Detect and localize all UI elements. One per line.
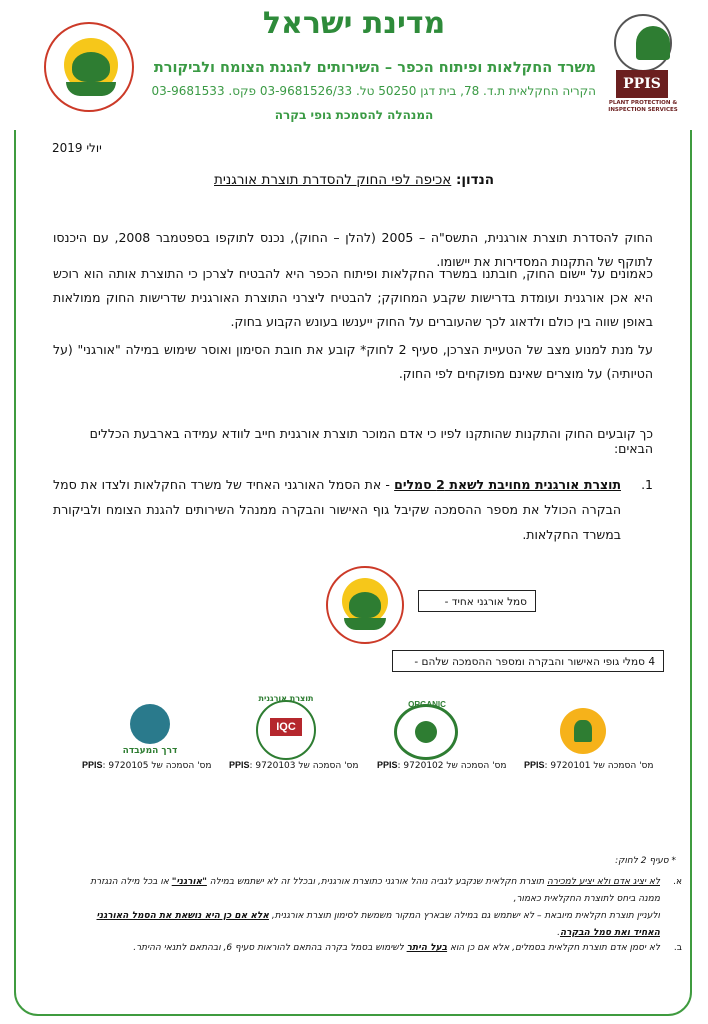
footnote-a-bold: אלא אם כן היא נושאת את הסמל האורגני האחיד ואת סמל הבקרה	[96, 911, 660, 938]
cert-number-3: מס' הסמכה של PPIS: 9720103	[229, 760, 359, 771]
footnote-a-line2: ולעניין תוצרת חקלאית מיובאת – לא ישתמש גם במילה שבארץ המקור משמשת לסימון תוצרת אורגנית,	[271, 911, 660, 921]
iqc-text: IQC	[270, 718, 302, 736]
cert-number-1: מס' הסמכה של PPIS: 9720101	[524, 760, 654, 771]
iqc-title: תוצרת אורגנית	[258, 694, 314, 703]
agrior-organic-icon	[388, 700, 466, 766]
footnote-heading: * סעיף 2 לחוק:	[615, 856, 676, 866]
list-item-text: - את הסמל האורגני האחיד של משרד החקלאות ולצדו את סמל הבקרה הכולל את מספר ההסמכה שקיבל גוף האישור והבקרה ממנהל השירותים להגנת הצומח ולביקורת במשרד החקלאות.	[53, 477, 621, 542]
footnote-a-mark: א.	[673, 877, 682, 887]
page-title: מדינת ישראל	[262, 6, 446, 41]
derech-hamaase-icon	[112, 700, 190, 766]
cert-number-2: מס' הסמכה של PPIS: 9720102	[377, 760, 507, 771]
list-item	[53, 472, 653, 547]
ppis-logo-caption: PLANT PROTECTION & INSPECTION SERVICES	[608, 100, 678, 113]
list-item-number: 1.	[641, 477, 653, 492]
footnote-b	[80, 940, 682, 957]
derech-text: דרך המעבדה	[122, 746, 178, 756]
ground-shape	[66, 82, 116, 96]
paragraph-3: על מנת למנוע מצב של הטעיית הצרכן, סעיף 2 לחוק* קובע את חובת הסימון ואוסר שימוש במילה "אורגני" (על הטיותיה) על מוצרים שאינם מפוקחים לפי החוק.	[53, 342, 653, 381]
letter-subject: הנדון: אכיפה לפי החוק להסדרת תוצרת אורגנית	[214, 172, 494, 188]
footnote-b-mark: ב.	[673, 943, 682, 953]
iqc-badge-icon	[246, 694, 324, 766]
paragraph-1: החוק להסדרת תוצרת אורגנית, התשס"ה – 2005 (להלן – החוק), נכנס לתוקפו בספטמבר 2008, עם היכנסו לתוקף של התקנות המסדירות את יישומו.	[53, 230, 653, 269]
unified-symbol-label: סמל אורגני אחיד -	[418, 590, 536, 612]
footnote-a-word: "אורגני"	[171, 877, 207, 887]
paragraph-2: כאמונים על יישום החוק, חובתנו במשרד החקלאות ופיתוח הכפר היא להבטיח לצרכן כי התוצרת אותה הוא רוכש היא אכן אורגנית ועומדת בדרישות שקבע המחוקק; להבטיח ליצרני התוצרת האורגנית שדרישות החוק ממולאות באופן שווה בין כולם ולדאוג לכך שהעוברים על החוק ייענשו בעונש הקבוע בחוק.	[53, 266, 653, 329]
footnote-b-part1: לא יסמן אדם תוצרת חקלאית בסמלים, אלא אם כן הוא	[449, 943, 660, 953]
ppis-logo-text: PPIS	[616, 70, 668, 98]
address-line: הקריה החקלאית ת.ד. 78, בית דגן 50250 טל. 03-9681526/33 פקס. 03-9681533	[151, 84, 596, 98]
footnote-a-part3: או בכל מילה הנגזרת ממנה ביחס לתוצרת החקלאית כאמור,	[90, 877, 660, 904]
bodies-symbol-label: 4 סמלי גופי האישור והבקרה ומספר ההסמכה שלהם -	[392, 650, 664, 672]
division-name: המנהלה להסמכת גופי בקרה	[274, 108, 434, 122]
ground-shape	[344, 618, 386, 630]
list-item-highlight: תוצרת אורגנית מחויבת לשאת 2 סמלים	[394, 477, 621, 492]
cert-number-4: מס' הסמכה של PPIS: 9720105	[82, 760, 212, 771]
footnote-a-part2: תוצרת חקלאית שנקבע לגביה נוהל אורגני כתוצרת אורגנית, ובכלל זה לא ישתמש במילה	[209, 877, 545, 887]
footnote-b-part2: לשימוש בסמל בקרה בהתאם להוראות סעיף 6, ובהתאם לתנאי ההיתר.	[133, 943, 404, 953]
tree-icon	[349, 592, 381, 618]
paragraph-4: כך קובעים החוק והתקנות שהותקנו לפיו כי אדם המוכר תוצרת אורגנית חייב לוודא עמידה בארבעת הכללים הבאים:	[89, 426, 653, 456]
sun-tree-badge-icon	[548, 700, 626, 766]
agrior-text: ORGANIC	[408, 700, 446, 709]
footnote-a-part1: לא יציג אדם ולא יציע למכירה	[547, 877, 660, 887]
footnote-a: א. לא יציג אדם ולא יציע למכירה תוצרת חקלאית שנקבע לגביה נוהל אורגני כתוצרת אורגנית, ובכלל זה לא ישתמש במילה "אורגני" או בכל מילה הנגזרת ממנה ביחס לתוצרת החקלאית כאמור, ולעניין תוצרת חקלאית מיובאת – לא ישתמש גם במילה שבארץ המקור משמשת לסימון תוצרת אורגנית, אלא אם כן היא נושאת את הסמל האורגני האחיד ואת סמל הבקרה.	[80, 874, 660, 942]
ministry-name: משרד החקלאות ופיתוח הכפר – השירותים להגנת הצומח ולביקורת	[153, 60, 596, 76]
footnote-b-bold: בעל היתר	[406, 943, 448, 953]
subject-label: הנדון	[461, 172, 494, 188]
letter-date: יולי 2019	[52, 141, 102, 155]
subject-value: אכיפה לפי החוק להסדרת תוצרת אורגנית	[214, 172, 452, 188]
unified-organic-seal-icon	[326, 566, 404, 644]
tree-icon	[72, 52, 110, 82]
